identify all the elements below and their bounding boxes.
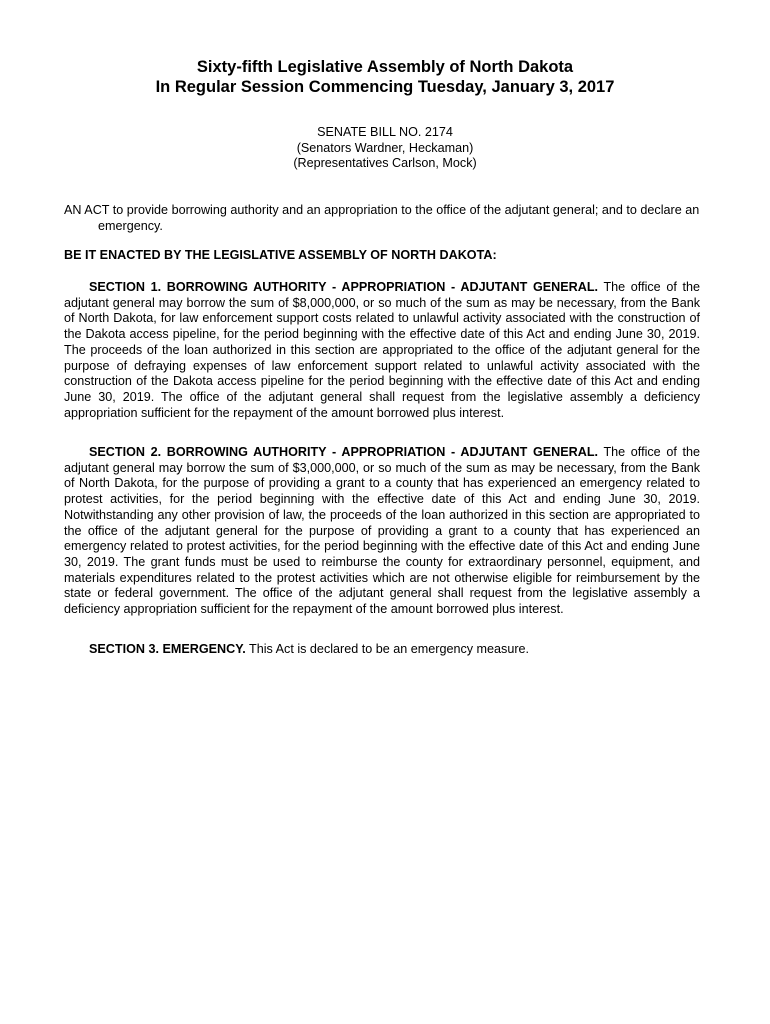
section-2 — [64, 445, 700, 618]
section-heading: SECTION 1. BORROWING AUTHORITY - APPROPRIATION - ADJUTANT GENERAL. — [89, 280, 599, 294]
act-title: AN ACT to provide borrowing authority and an appropriation to the office of the adjutant general; and to declare an emergency. — [64, 203, 700, 233]
session-title-line: In Regular Session Commencing Tuesday, January 3, 2017 — [155, 78, 615, 96]
assembly-title-line: Sixty-fifth Legislative Assembly of North Dakota — [196, 58, 574, 76]
enacting-clause: BE IT ENACTED BY THE LEGISLATIVE ASSEMBLY OF NORTH DAKOTA: — [64, 248, 497, 262]
senate-sponsors: (Senators Wardner, Heckaman) — [296, 140, 474, 155]
house-sponsors: (Representatives Carlson, Mock) — [293, 156, 477, 170]
section-body: The office of the adjutant general may borrow the sum of $8,000,000, or so much of the sum as may be necessary, from the Bank of North Dakota, for law enforcement support costs related to unlawful activity associated with the construction of the Dakota access pipeline, for the period beginning with the effective date of this Act and ending June 30, 2019. The proceeds of the loan authorized in this section are appropriated to the office of the adjutant general for the purpose of defraying expenses of law enforcement support related to unlawful activity associated with the construction of the Dakota access pipeline for the period beginning with the effective date of this Act and ending June 30, 2019. The office of the adjutant general shall request from the legislative assembly a deficiency appropriation sufficient for the repayment of the amount borrowed plus interest. — [64, 280, 700, 420]
section-body: This Act is declared to be an emergency measure. — [249, 642, 530, 656]
section-heading: SECTION 3. EMERGENCY. — [89, 642, 246, 656]
section-body: The office of the adjutant general may borrow the sum of $3,000,000, or so much of the sum as may be necessary, from the Bank of North Dakota, for the purpose of providing a grant to a county that has experienced an emergency related to protest activities, for the period beginning with the effective date of this Act and ending June 30, 2019. Notwithstanding any other provision of law, the proceeds of the loan authorized in this section are appropriated to the office of the adjutant general for the purpose of providing a grant to a county that has experienced an emergency related to protest activities, for the period beginning with the effective date of this Act and ending June 30, 2019. The grant funds must be used to reimburse the county for extraordinary personnel, equipment, and materials expenditures related to the protest activities which are not otherwise eligible for reimbursement by the state or federal government. The office of the adjutant general shall request from the legislative assembly a deficiency appropriation sufficient for the repayment of the amount borrowed plus interest. — [64, 445, 700, 617]
document-title — [0, 57, 770, 97]
bill-info — [0, 125, 770, 172]
bill-number: SENATE BILL NO. 2174 — [317, 125, 453, 139]
section-heading: SECTION 2. BORROWING AUTHORITY - APPROPRIATION - ADJUTANT GENERAL. — [89, 445, 599, 459]
section-1 — [64, 280, 700, 421]
section-3 — [64, 642, 700, 658]
